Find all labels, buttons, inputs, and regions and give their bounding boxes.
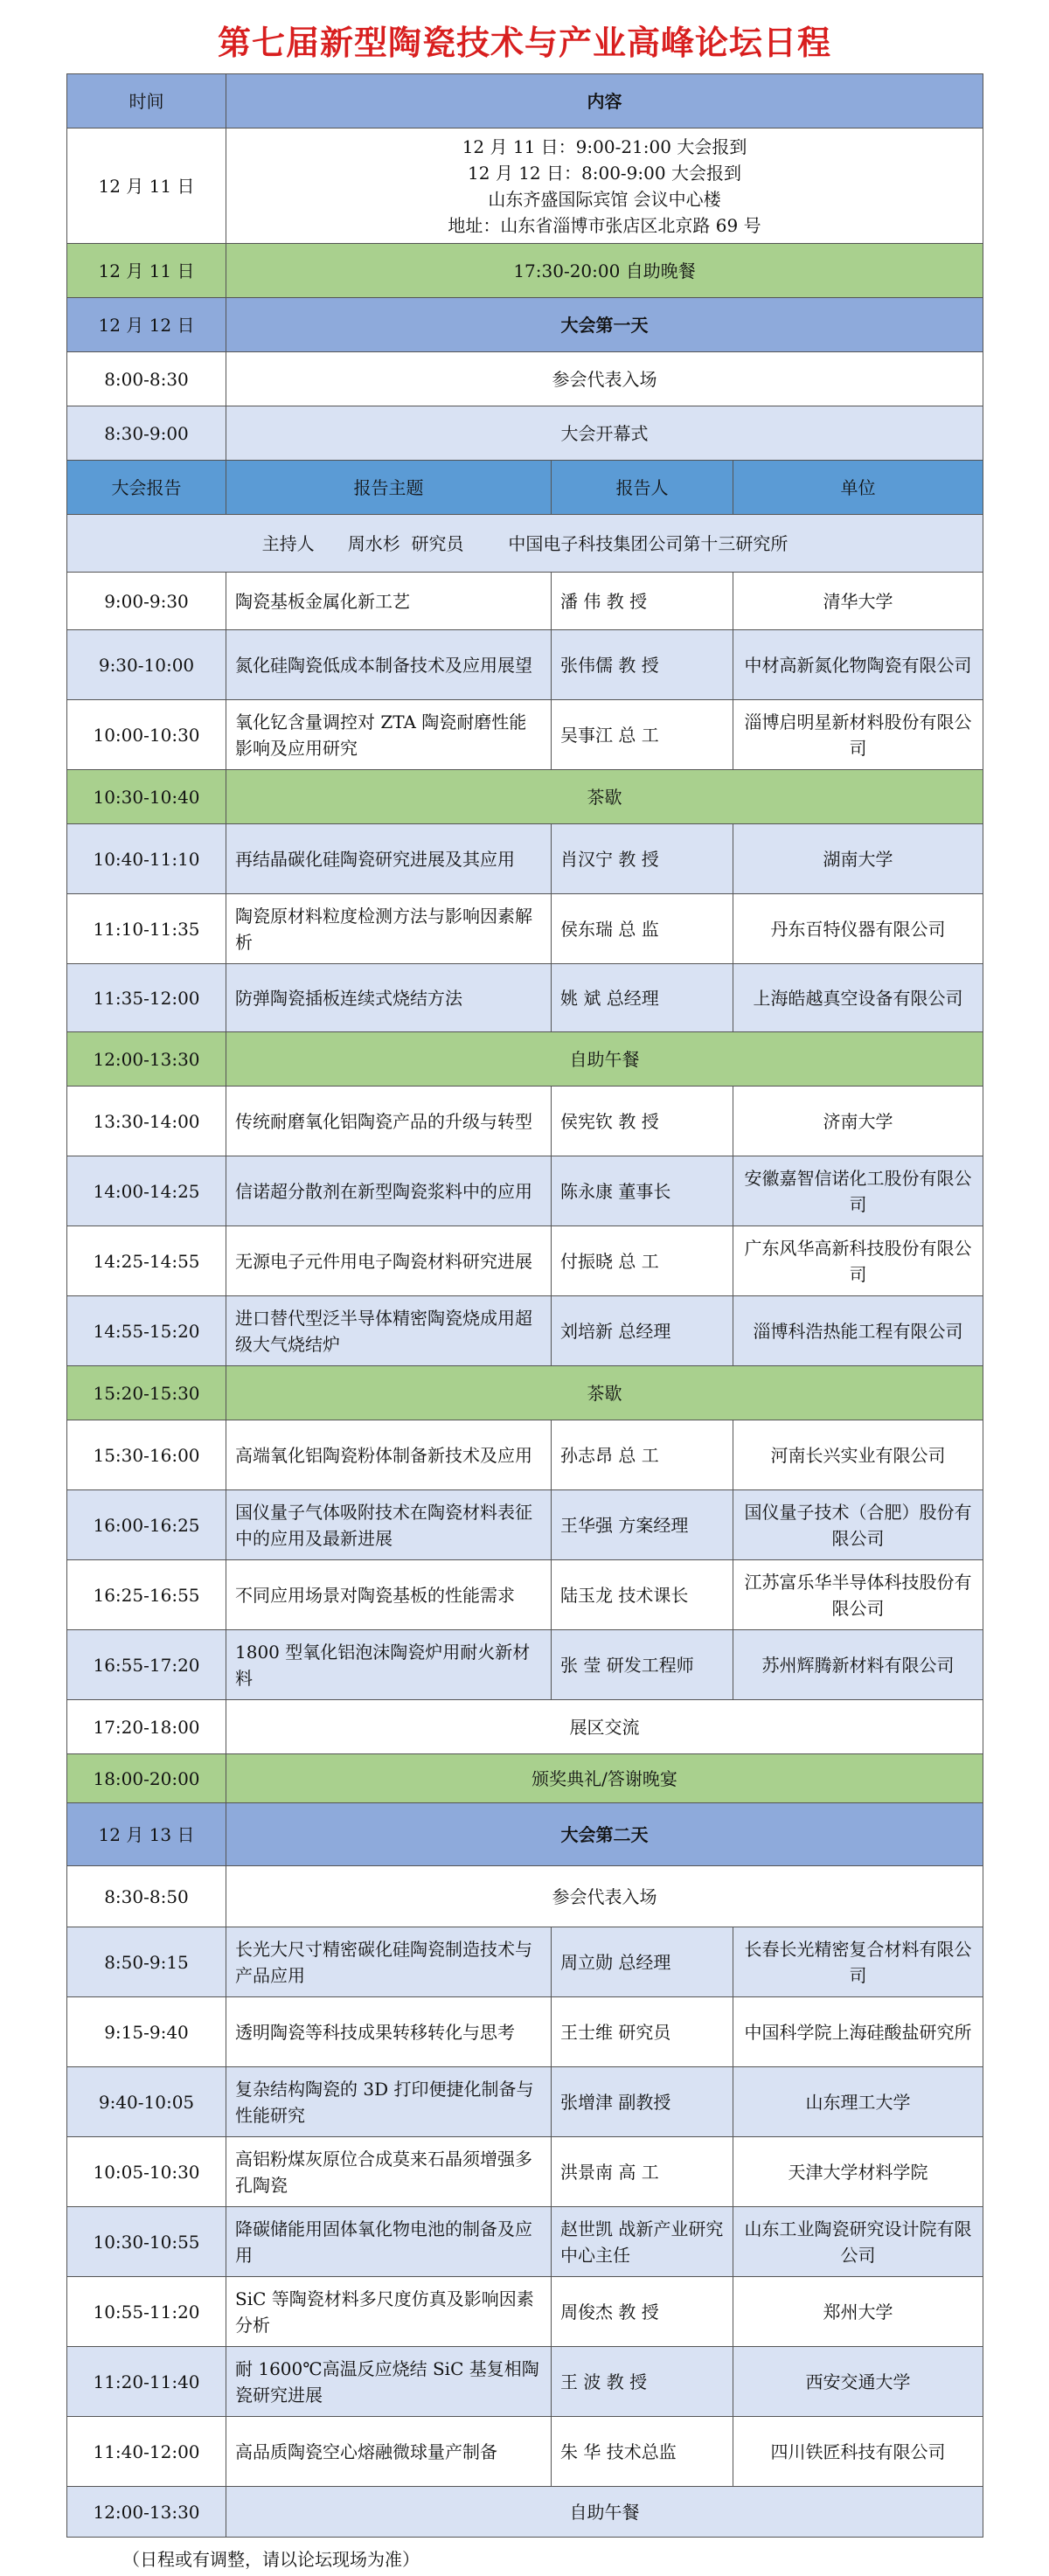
- talk-topic: 陶瓷基板金属化新工艺: [226, 573, 552, 630]
- talk-speaker: 洪景南 高 工: [552, 2137, 733, 2207]
- talk-speaker: 张 莹 研发工程师: [552, 1630, 733, 1700]
- schedule-row: [67, 406, 983, 461]
- talk-unit: 长春长光精密复合材料有限公司: [733, 1927, 983, 1997]
- talk-time: 10:30-10:55: [67, 2207, 226, 2277]
- time-cell: 12 月 12 日: [67, 298, 226, 352]
- talk-speaker: 肖汉宁 教 授: [552, 824, 733, 894]
- talk-time: 10:00-10:30: [67, 700, 226, 770]
- talk-topic: 高品质陶瓷空心熔融微球量产制备: [226, 2417, 552, 2487]
- talk-row: [67, 2207, 983, 2277]
- talk-speaker: 朱 华 技术总监: [552, 2417, 733, 2487]
- talk-topic: 防弹陶瓷插板连续式烧结方法: [226, 964, 552, 1032]
- talk-time: 14:55-15:20: [67, 1296, 226, 1366]
- time-cell: 18:00-20:00: [67, 1754, 226, 1803]
- time-cell: 17:20-18:00: [67, 1700, 226, 1754]
- content-cell: 参会代表入场: [226, 1866, 983, 1927]
- schedule-row: [67, 298, 983, 352]
- content-cell: 颁奖典礼/答谢晚宴: [226, 1754, 983, 1803]
- talk-topic: 高端氧化铝陶瓷粉体制备新技术及应用: [226, 1420, 552, 1490]
- talk-unit: 清华大学: [733, 573, 983, 630]
- col-topic: 报告主题: [226, 461, 552, 515]
- time-cell: 8:00-8:30: [67, 352, 226, 406]
- talk-topic: 进口替代型泛半导体精密陶瓷烧成用超级大气烧结炉: [226, 1296, 552, 1366]
- registration-info: [226, 128, 983, 244]
- talk-time: 10:05-10:30: [67, 2137, 226, 2207]
- talk-time: 16:00-16:25: [67, 1490, 226, 1560]
- talk-row: [67, 2067, 983, 2137]
- talk-topic: 耐 1600℃高温反应烧结 SiC 基复相陶瓷研究进展: [226, 2347, 552, 2417]
- talk-topic: 复杂结构陶瓷的 3D 打印便捷化制备与性能研究: [226, 2067, 552, 2137]
- schedule-row: [67, 1866, 983, 1927]
- talk-topic: SiC 等陶瓷材料多尺度仿真及影响因素分析: [226, 2277, 552, 2347]
- talk-speaker: 赵世凯 战新产业研究中心主任: [552, 2207, 733, 2277]
- talk-time: 13:30-14:00: [67, 1087, 226, 1156]
- content-cell: 自助午餐: [226, 1032, 983, 1087]
- talk-speaker: 张伟儒 教 授: [552, 630, 733, 700]
- talk-topic: 信诺超分散剂在新型陶瓷浆料中的应用: [226, 1156, 552, 1226]
- content-cell: 茶歇: [226, 1366, 983, 1420]
- talk-unit: 四川铁匠科技有限公司: [733, 2417, 983, 2487]
- registration-line: 地址：山东省淄博市张店区北京路 69 号: [448, 214, 761, 236]
- talk-time: 9:30-10:00: [67, 630, 226, 700]
- time-cell: 8:30-9:00: [67, 406, 226, 461]
- talk-speaker: 王 波 教 授: [552, 2347, 733, 2417]
- content-cell: 17:30-20:00 自助晚餐: [226, 244, 983, 298]
- talk-speaker: 侯宪钦 教 授: [552, 1087, 733, 1156]
- time-cell: 15:20-15:30: [67, 1366, 226, 1420]
- talk-unit: 丹东百特仪器有限公司: [733, 894, 983, 964]
- talk-unit: 郑州大学: [733, 2277, 983, 2347]
- talk-unit: 江苏富乐华半导体科技股份有限公司: [733, 1560, 983, 1630]
- schedule-table: [66, 73, 983, 2538]
- schedule-body: [67, 74, 983, 2538]
- talk-unit: 国仪量子技术（合肥）股份有限公司: [733, 1490, 983, 1560]
- talk-topic: 透明陶瓷等科技成果转移转化与思考: [226, 1997, 552, 2067]
- talk-row: [67, 1087, 983, 1156]
- talk-time: 9:00-9:30: [67, 573, 226, 630]
- talk-row: [67, 894, 983, 964]
- talk-speaker: 陆玉龙 技术课长: [552, 1560, 733, 1630]
- col-report: 大会报告: [67, 461, 226, 515]
- talk-unit: 天津大学材料学院: [733, 2137, 983, 2207]
- time-cell: 12:00-13:30: [67, 2487, 226, 2538]
- header-content: 内容: [226, 74, 983, 128]
- time-cell: 10:30-10:40: [67, 770, 226, 824]
- talk-row: [67, 964, 983, 1032]
- content-cell: 自助午餐: [226, 2487, 983, 2538]
- talk-row: [67, 1490, 983, 1560]
- talk-time: 10:55-11:20: [67, 2277, 226, 2347]
- talk-unit: 安徽嘉智信诺化工股份有限公司: [733, 1156, 983, 1226]
- talk-row: [67, 1560, 983, 1630]
- talk-topic: 传统耐磨氧化铝陶瓷产品的升级与转型: [226, 1087, 552, 1156]
- col-speaker: 报告人: [552, 461, 733, 515]
- schedule-row: [67, 1032, 983, 1087]
- time-cell: 12 月 11 日: [67, 244, 226, 298]
- talk-time: 11:20-11:40: [67, 2347, 226, 2417]
- registration-line: 12 月 12 日：8:00-9:00 大会报到: [468, 162, 741, 184]
- talk-row: [67, 824, 983, 894]
- talk-topic: 氮化硅陶瓷低成本制备技术及应用展望: [226, 630, 552, 700]
- talk-row: [67, 630, 983, 700]
- talk-speaker: 周立勋 总经理: [552, 1927, 733, 1997]
- schedule-row: [67, 352, 983, 406]
- talk-topic: 陶瓷原材料粒度检测方法与影响因素解析: [226, 894, 552, 964]
- talk-row: [67, 700, 983, 770]
- talk-unit: 济南大学: [733, 1087, 983, 1156]
- content-cell: 大会第二天: [226, 1803, 983, 1866]
- content-cell: 大会开幕式: [226, 406, 983, 461]
- time-cell: 12 月 13 日: [67, 1803, 226, 1866]
- talk-speaker: 刘培新 总经理: [552, 1296, 733, 1366]
- talk-speaker: 潘 伟 教 授: [552, 573, 733, 630]
- talk-topic: 降碳储能用固体氧化物电池的制备及应用: [226, 2207, 552, 2277]
- schedule-row: [67, 2487, 983, 2538]
- schedule-row: [67, 244, 983, 298]
- talk-row: [67, 2277, 983, 2347]
- talk-topic: 高铝粉煤灰原位合成莫来石晶须增强多孔陶瓷: [226, 2137, 552, 2207]
- talk-unit: 中材高新氮化物陶瓷有限公司: [733, 630, 983, 700]
- talk-time: 9:15-9:40: [67, 1997, 226, 2067]
- talk-row: [67, 2137, 983, 2207]
- schedule-row: [67, 1700, 983, 1754]
- talk-topic: 1800 型氧化铝泡沫陶瓷炉用耐火新材料: [226, 1630, 552, 1700]
- time-cell: 8:30-8:50: [67, 1866, 226, 1927]
- schedule-row: [67, 1754, 983, 1803]
- talk-unit: 湖南大学: [733, 824, 983, 894]
- talk-topic: 国仪量子气体吸附技术在陶瓷材料表征中的应用及最新进展: [226, 1490, 552, 1560]
- talk-unit: 山东理工大学: [733, 2067, 983, 2137]
- time-cell: 12:00-13:30: [67, 1032, 226, 1087]
- talk-unit: 苏州辉腾新材料有限公司: [733, 1630, 983, 1700]
- content-cell: 展区交流: [226, 1700, 983, 1754]
- registration-line: 山东齐盛国际宾馆 会议中心楼: [488, 188, 721, 210]
- col-unit: 单位: [733, 461, 983, 515]
- talk-time: 11:35-12:00: [67, 964, 226, 1032]
- talk-row: [67, 1296, 983, 1366]
- content-cell: 大会第一天: [226, 298, 983, 352]
- talk-time: 16:55-17:20: [67, 1630, 226, 1700]
- talk-speaker: 王华强 方案经理: [552, 1490, 733, 1560]
- talk-time: 10:40-11:10: [67, 824, 226, 894]
- talk-topic: 无源电子元件用电子陶瓷材料研究进展: [226, 1226, 552, 1296]
- registration-date: 12 月 11 日: [67, 128, 226, 244]
- schedule-row: [67, 1366, 983, 1420]
- schedule-row: [67, 74, 983, 128]
- talk-time: 14:00-14:25: [67, 1156, 226, 1226]
- talk-row: [67, 2417, 983, 2487]
- talk-speaker: 姚 斌 总经理: [552, 964, 733, 1032]
- talk-topic: 氧化钇含量调控对 ZTA 陶瓷耐磨性能影响及应用研究: [226, 700, 552, 770]
- talk-row: [67, 1630, 983, 1700]
- talk-row: [67, 1226, 983, 1296]
- talk-unit: 山东工业陶瓷研究设计院有限公司: [733, 2207, 983, 2277]
- talk-speaker: 陈永康 董事长: [552, 1156, 733, 1226]
- talk-speaker: 周俊杰 教 授: [552, 2277, 733, 2347]
- registration-row: [67, 128, 983, 244]
- talk-speaker: 吴事江 总 工: [552, 700, 733, 770]
- talk-unit: 淄博科浩热能工程有限公司: [733, 1296, 983, 1366]
- host-row: [67, 515, 983, 573]
- talk-topic: 长光大尺寸精密碳化硅陶瓷制造技术与产品应用: [226, 1927, 552, 1997]
- page-title: 第七届新型陶瓷技术与产业高峰论坛日程: [217, 23, 831, 62]
- talk-unit: 淄博启明星新材料股份有限公司: [733, 700, 983, 770]
- talk-time: 11:10-11:35: [67, 894, 226, 964]
- talk-row: [67, 1156, 983, 1226]
- talk-topic: 不同应用场景对陶瓷基板的性能需求: [226, 1560, 552, 1630]
- column-header-row: [67, 461, 983, 515]
- talk-row: [67, 1997, 983, 2067]
- talk-row: [67, 1420, 983, 1490]
- talk-unit: 河南长兴实业有限公司: [733, 1420, 983, 1490]
- talk-speaker: 侯东瑞 总 监: [552, 894, 733, 964]
- talk-time: 14:25-14:55: [67, 1226, 226, 1296]
- host-info: 主持人 周水杉 研究员 中国电子科技集团公司第十三研究所: [67, 515, 983, 573]
- talk-unit: 中国科学院上海硅酸盐研究所: [733, 1997, 983, 2067]
- talk-speaker: 付振晓 总 工: [552, 1226, 733, 1296]
- talk-speaker: 王士维 研究员: [552, 1997, 733, 2067]
- schedule-row: [67, 770, 983, 824]
- talk-row: [67, 573, 983, 630]
- talk-speaker: 孙志昂 总 工: [552, 1420, 733, 1490]
- content-cell: 参会代表入场: [226, 352, 983, 406]
- talk-time: 8:50-9:15: [67, 1927, 226, 1997]
- header-time: 时间: [67, 74, 226, 128]
- talk-time: 9:40-10:05: [67, 2067, 226, 2137]
- talk-unit: 上海皓越真空设备有限公司: [733, 964, 983, 1032]
- schedule-row: [67, 1803, 983, 1866]
- talk-row: [67, 2347, 983, 2417]
- talk-row: [67, 1927, 983, 1997]
- talk-unit: 广东风华高新科技股份有限公司: [733, 1226, 983, 1296]
- content-cell: 茶歇: [226, 770, 983, 824]
- talk-time: 15:30-16:00: [67, 1420, 226, 1490]
- talk-unit: 西安交通大学: [733, 2347, 983, 2417]
- talk-time: 16:25-16:55: [67, 1560, 226, 1630]
- registration-line: 12 月 11 日：9:00-21:00 大会报到: [462, 135, 747, 157]
- talk-speaker: 张增津 副教授: [552, 2067, 733, 2137]
- talk-time: 11:40-12:00: [67, 2417, 226, 2487]
- schedule-note: （日程或有调整，请以论坛现场为准）: [122, 2549, 420, 2570]
- talk-topic: 再结晶碳化硅陶瓷研究进展及其应用: [226, 824, 552, 894]
